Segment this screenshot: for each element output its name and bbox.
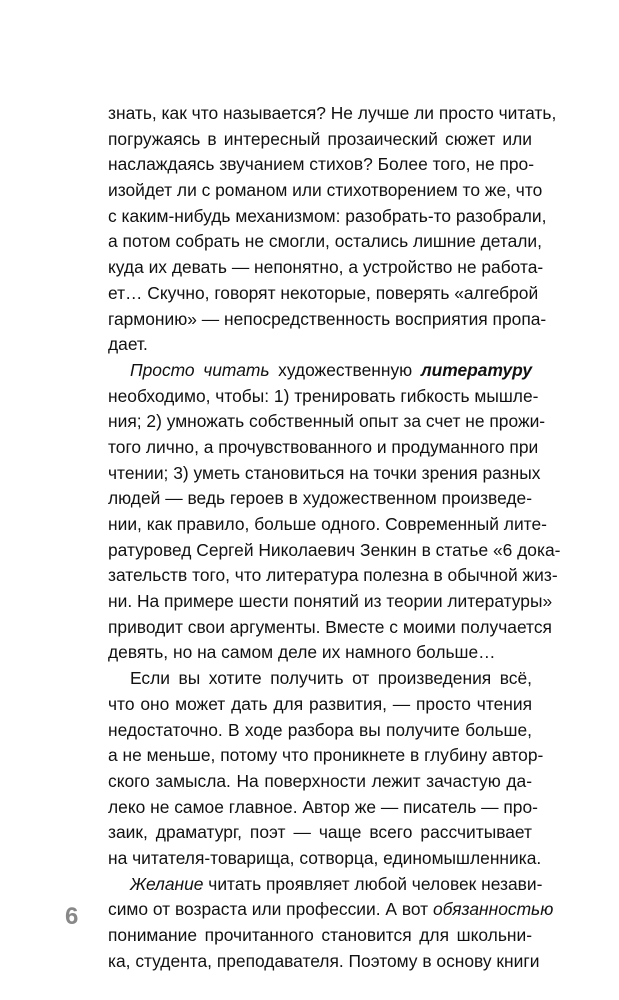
text-line — [108, 872, 543, 898]
text-line: наслаждаясь звучанием стихов? Более того, не про- — [108, 154, 534, 175]
text-line: чтении; 3) уметь становиться на точки зрения разных — [108, 462, 541, 483]
text-line: приводит свои аргументы. Вместе с моими получается — [108, 616, 552, 637]
text-line: заик, драматург, поэт — чаще всего рассчитывает — [108, 822, 532, 843]
text-line: дает. — [108, 334, 148, 355]
text-fragment: симо от возраста или профессии. А вот — [108, 899, 433, 920]
text-line: изойдет ли с романом или стихотворением то же, что — [108, 180, 543, 201]
italic-phrase: Желание — [130, 873, 204, 894]
text-line: людей — ведь героев в художественном произведе- — [108, 488, 532, 509]
text-line: ратуровед Сергей Николаевич Зенкин в статье «6 дока- — [108, 539, 561, 560]
text-fragment: читать проявляет любой человек незави- — [203, 873, 543, 894]
text-line: знать, как что называется? Не лучше ли просто читать, — [108, 103, 557, 123]
text-line: на читателя-товарища, сотворца, единомышленника. — [108, 847, 542, 868]
text-line: понимание прочитанного становится для школьни- — [108, 925, 532, 945]
text-line — [108, 897, 554, 923]
text-line: с каким-нибудь механизмом: разобрать-то разобрали, — [108, 205, 547, 226]
text-fragment: художественную — [269, 359, 421, 380]
text-line: нии, как правило, больше одного. Современный лите- — [108, 514, 547, 534]
text-line: а не меньше, потому что проникнете в глубину автор- — [108, 745, 544, 766]
text-line: погружаясь в интересный прозаический сюжет или — [108, 128, 532, 149]
text-line: ни. На примере шести понятий из теории литературы» — [108, 591, 553, 612]
text-line: а потом собрать не смогли, остались лишние детали, — [108, 231, 542, 252]
bold-italic-phrase: литературу — [420, 359, 532, 380]
text-line: ка, студента, преподавателя. Поэтому в основу книги — [108, 950, 540, 971]
text-line: ского замысла. На поверхности лежит зачастую да- — [108, 770, 532, 791]
text-line: куда их девать — непонятно, а устройство не работа- — [108, 257, 544, 278]
text-line: гармонию» — непосредственность восприятия пропа- — [108, 308, 547, 329]
text-line: зательств того, что литература полезна в обычной жиз- — [108, 565, 558, 586]
text-line: недостаточно. В ходе разбора вы получите больше, — [108, 719, 532, 740]
text-line: девять, но на самом деле их намного больше… — [108, 642, 496, 663]
text-line: того лично, а прочувствованного и продуманного при — [108, 436, 539, 457]
page-body-text — [108, 101, 561, 974]
text-line: что оно может дать для развития, — просто чтения — [108, 693, 532, 714]
page-number: 6 — [65, 903, 79, 930]
italic-phrase: обязанностью — [432, 899, 554, 920]
text-line: необходимо, чтобы: 1) тренировать гибкость мышле- — [108, 385, 539, 406]
text-line — [108, 358, 532, 384]
text-line: ния; 2) умножать собственный опыт за счет не прожи- — [108, 411, 546, 432]
text-line: Если вы хотите получить от произведения всё, — [130, 668, 532, 689]
text-line: леко не самое главное. Автор же — писатель — про- — [108, 796, 538, 817]
text-line: ет… Скучно, говорят некоторые, поверять «алгеброй — [108, 282, 539, 303]
italic-phrase: Просто читать — [130, 359, 270, 380]
